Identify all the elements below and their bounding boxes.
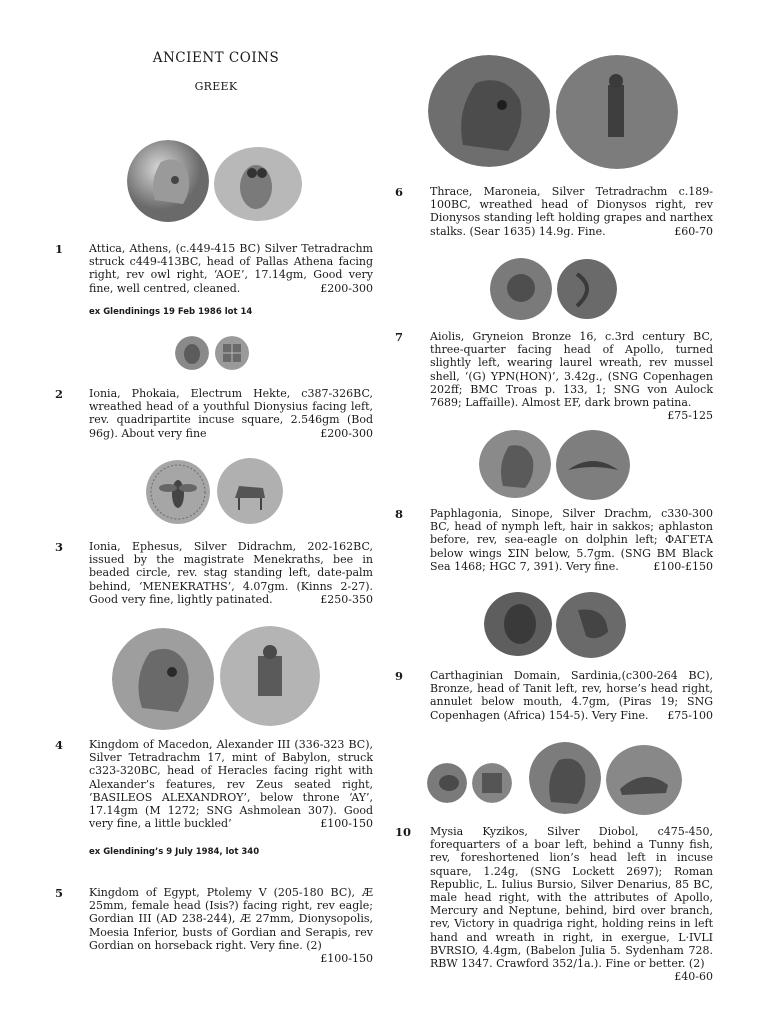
lot-text: Aiolis, Gryneion Bronze 16, c.3rd century BC, three-quarter facing head of Apollo, turned slightly left, wearing laurel wreath, rev mussel shell, ‘(G) YPN(HON)’, 3.42g., (SNG Copenhagen 202ff; BMC Troas p. 133, 1; SNG von Aulock 7689; Laffaille). Almost EF, dark brown patina. [430, 330, 713, 410]
coin-image-1-obverse [127, 140, 209, 222]
coin-image-10-obverse-1 [427, 763, 467, 803]
lot-number: 3 [55, 540, 64, 554]
lot-text: Carthaginian Domain, Sardinia,(c300-264 BC), Bronze, head of Tanit left, rev, horse’s head right, annulet below mouth, 4.7gm, (Piras 19; SNG Copenhagen (Africa) 154-5). Very Fine. [430, 669, 713, 722]
lot-description [430, 330, 713, 422]
page-title: ANCIENT COINS [152, 50, 280, 66]
coin-image-9-reverse [556, 592, 626, 658]
coin-image-8-reverse [556, 430, 630, 500]
lot-description [89, 242, 373, 295]
lot-description [89, 540, 373, 606]
lot-text: Attica, Athens, (c.449-415 BC) Silver Tetradrachm struck c449-413BC, head of Pallas Athena facing right, rev owl right, ‘AOE’, 17.14gm, Good very fine, well centred, cleaned. [89, 242, 373, 295]
coin-image-6-obverse [428, 55, 550, 167]
lot-number: 1 [55, 242, 64, 256]
provenance-note: ex Glendinings 19 Feb 1986 lot 14 [89, 307, 253, 317]
lot-text: Kingdom of Egypt, Ptolemy V (205-180 BC), Æ 25mm, female head (Isis?) facing right, rev eagle; Gordian III (AD 238-244), Æ 27mm, Dionysopolis, Moesia Inferior, busts of Gordian and Serapis, rev Gordian on horseback right. Very fine. (2) [89, 886, 373, 952]
lot-description [89, 738, 373, 830]
lot-text: Ionia, Ephesus, Silver Didrachm, 202-162BC, issued by the magistrate Menekraths, bee in beaded circle, rev. stag standing left, date-palm behind, ‘MENEKRATHS’, 4.07gm. (Kinns 2-27). Good very fine, lightly patinated. [89, 540, 373, 606]
lot-price: £200-300 [320, 426, 373, 440]
coin-image-4-reverse [220, 626, 320, 726]
lot-price: £250-350 [320, 592, 373, 606]
lot-price: £200-300 [320, 281, 373, 295]
coin-image-8-obverse [479, 430, 551, 498]
coin-image-9-obverse [484, 592, 552, 656]
lot-price: £100-£150 [653, 559, 713, 573]
lot-price: £60-70 [674, 224, 713, 238]
lot-number: 10 [395, 825, 412, 839]
coin-image-3-reverse [217, 458, 283, 524]
page-subtitle: GREEK [194, 80, 238, 93]
lot-description [430, 507, 713, 573]
lot-number: 7 [395, 330, 404, 344]
lot-number: 5 [55, 886, 64, 900]
coin-image-2-obverse [175, 336, 209, 370]
lot-text: Thrace, Maroneia, Silver Tetradrachm c.189-100BC, wreathed head of Dionysos right, rev Dionysos standing left holding grapes and narthex stalks. (Sear 1635) 14.9g. Fine. [430, 185, 713, 238]
coin-image-7-reverse [557, 258, 617, 320]
lot-price: £40-60 [674, 970, 713, 984]
coin-image-6-reverse [556, 55, 678, 169]
lot-description [89, 886, 373, 965]
lot-text: Ionia, Phokaia, Electrum Hekte, c387-326BC, wreathed head of a youthful Dionysius facing left, rev. quadripartite incuse square, 2.546gm (Bod 96g). About very fine [89, 387, 373, 440]
coin-image-1-reverse [214, 147, 302, 221]
lot-description [430, 825, 713, 983]
provenance-note: ex Glendining’s 9 July 1984, lot 340 [89, 847, 260, 857]
lot-description [430, 669, 713, 722]
coin-image-10-obverse-2 [529, 742, 601, 814]
lot-description [89, 387, 373, 440]
lot-price: £75-125 [667, 409, 713, 423]
lot-price: £100-150 [320, 817, 373, 831]
lot-description [430, 185, 713, 238]
lot-number: 4 [55, 738, 64, 752]
coin-image-3-obverse [146, 460, 210, 524]
lot-text: Kingdom of Macedon, Alexander III (336-323 BC), Silver Tetradrachm 17, mint of Babylon, struck c323-320BC, head of Heracles facing right with Alexander’s features, rev Zeus seated right, ‘BASILEOS ALEXANDROY’, below throne ‘AY’, 17.14gm (M 1272; SNG Ashmolean 307). Good very fine, a little buckled’ [89, 738, 373, 831]
lot-number: 2 [55, 387, 64, 401]
lot-number: 6 [395, 185, 404, 199]
coin-image-7-obverse [490, 258, 552, 320]
lot-number: 8 [395, 507, 404, 521]
lot-price: £100-150 [320, 952, 373, 966]
coin-image-10-reverse-2 [606, 745, 682, 815]
lot-text: Paphlagonia, Sinope, Silver Drachm, c330-300 BC, head of nymph left, hair in sakkos; aphlaston before, rev, sea-eagle on dolphin left; ΦΑΓΕΤΑ below wings ΣΙΝ below, 5.7gm. (SNG BM Black Sea 1468; HGC 7, 391). Very fine. [430, 507, 713, 573]
coin-image-10-reverse-1 [472, 763, 512, 803]
lot-text: Mysia Kyzikos, Silver Diobol, c475-450, forequarters of a boar left, behind a Tunny fish, rev, foreshortened lion’s head left in incuse square, 1.24g, (SNG Lockett 2697); Roman Republic, L. Iulius Bursio, Silver Denarius, 85 BC, male head right, with the attributes of Apollo, Mercury and Neptune, behind, bird over branch, rev, Victory in quadriga right, holding reins in left hand and wreath in right, in exergue, L·IVLI BVRSIO, 4.4gm, (Babelon Julia 5. Sydenham 728. RBW 1347. Crawford 352/1a.). Fine or better. (2) [430, 825, 713, 971]
coin-image-4-obverse [112, 628, 214, 730]
lot-price: £75-100 [667, 708, 713, 722]
lot-number: 9 [395, 669, 404, 683]
coin-image-2-reverse [214, 336, 250, 370]
